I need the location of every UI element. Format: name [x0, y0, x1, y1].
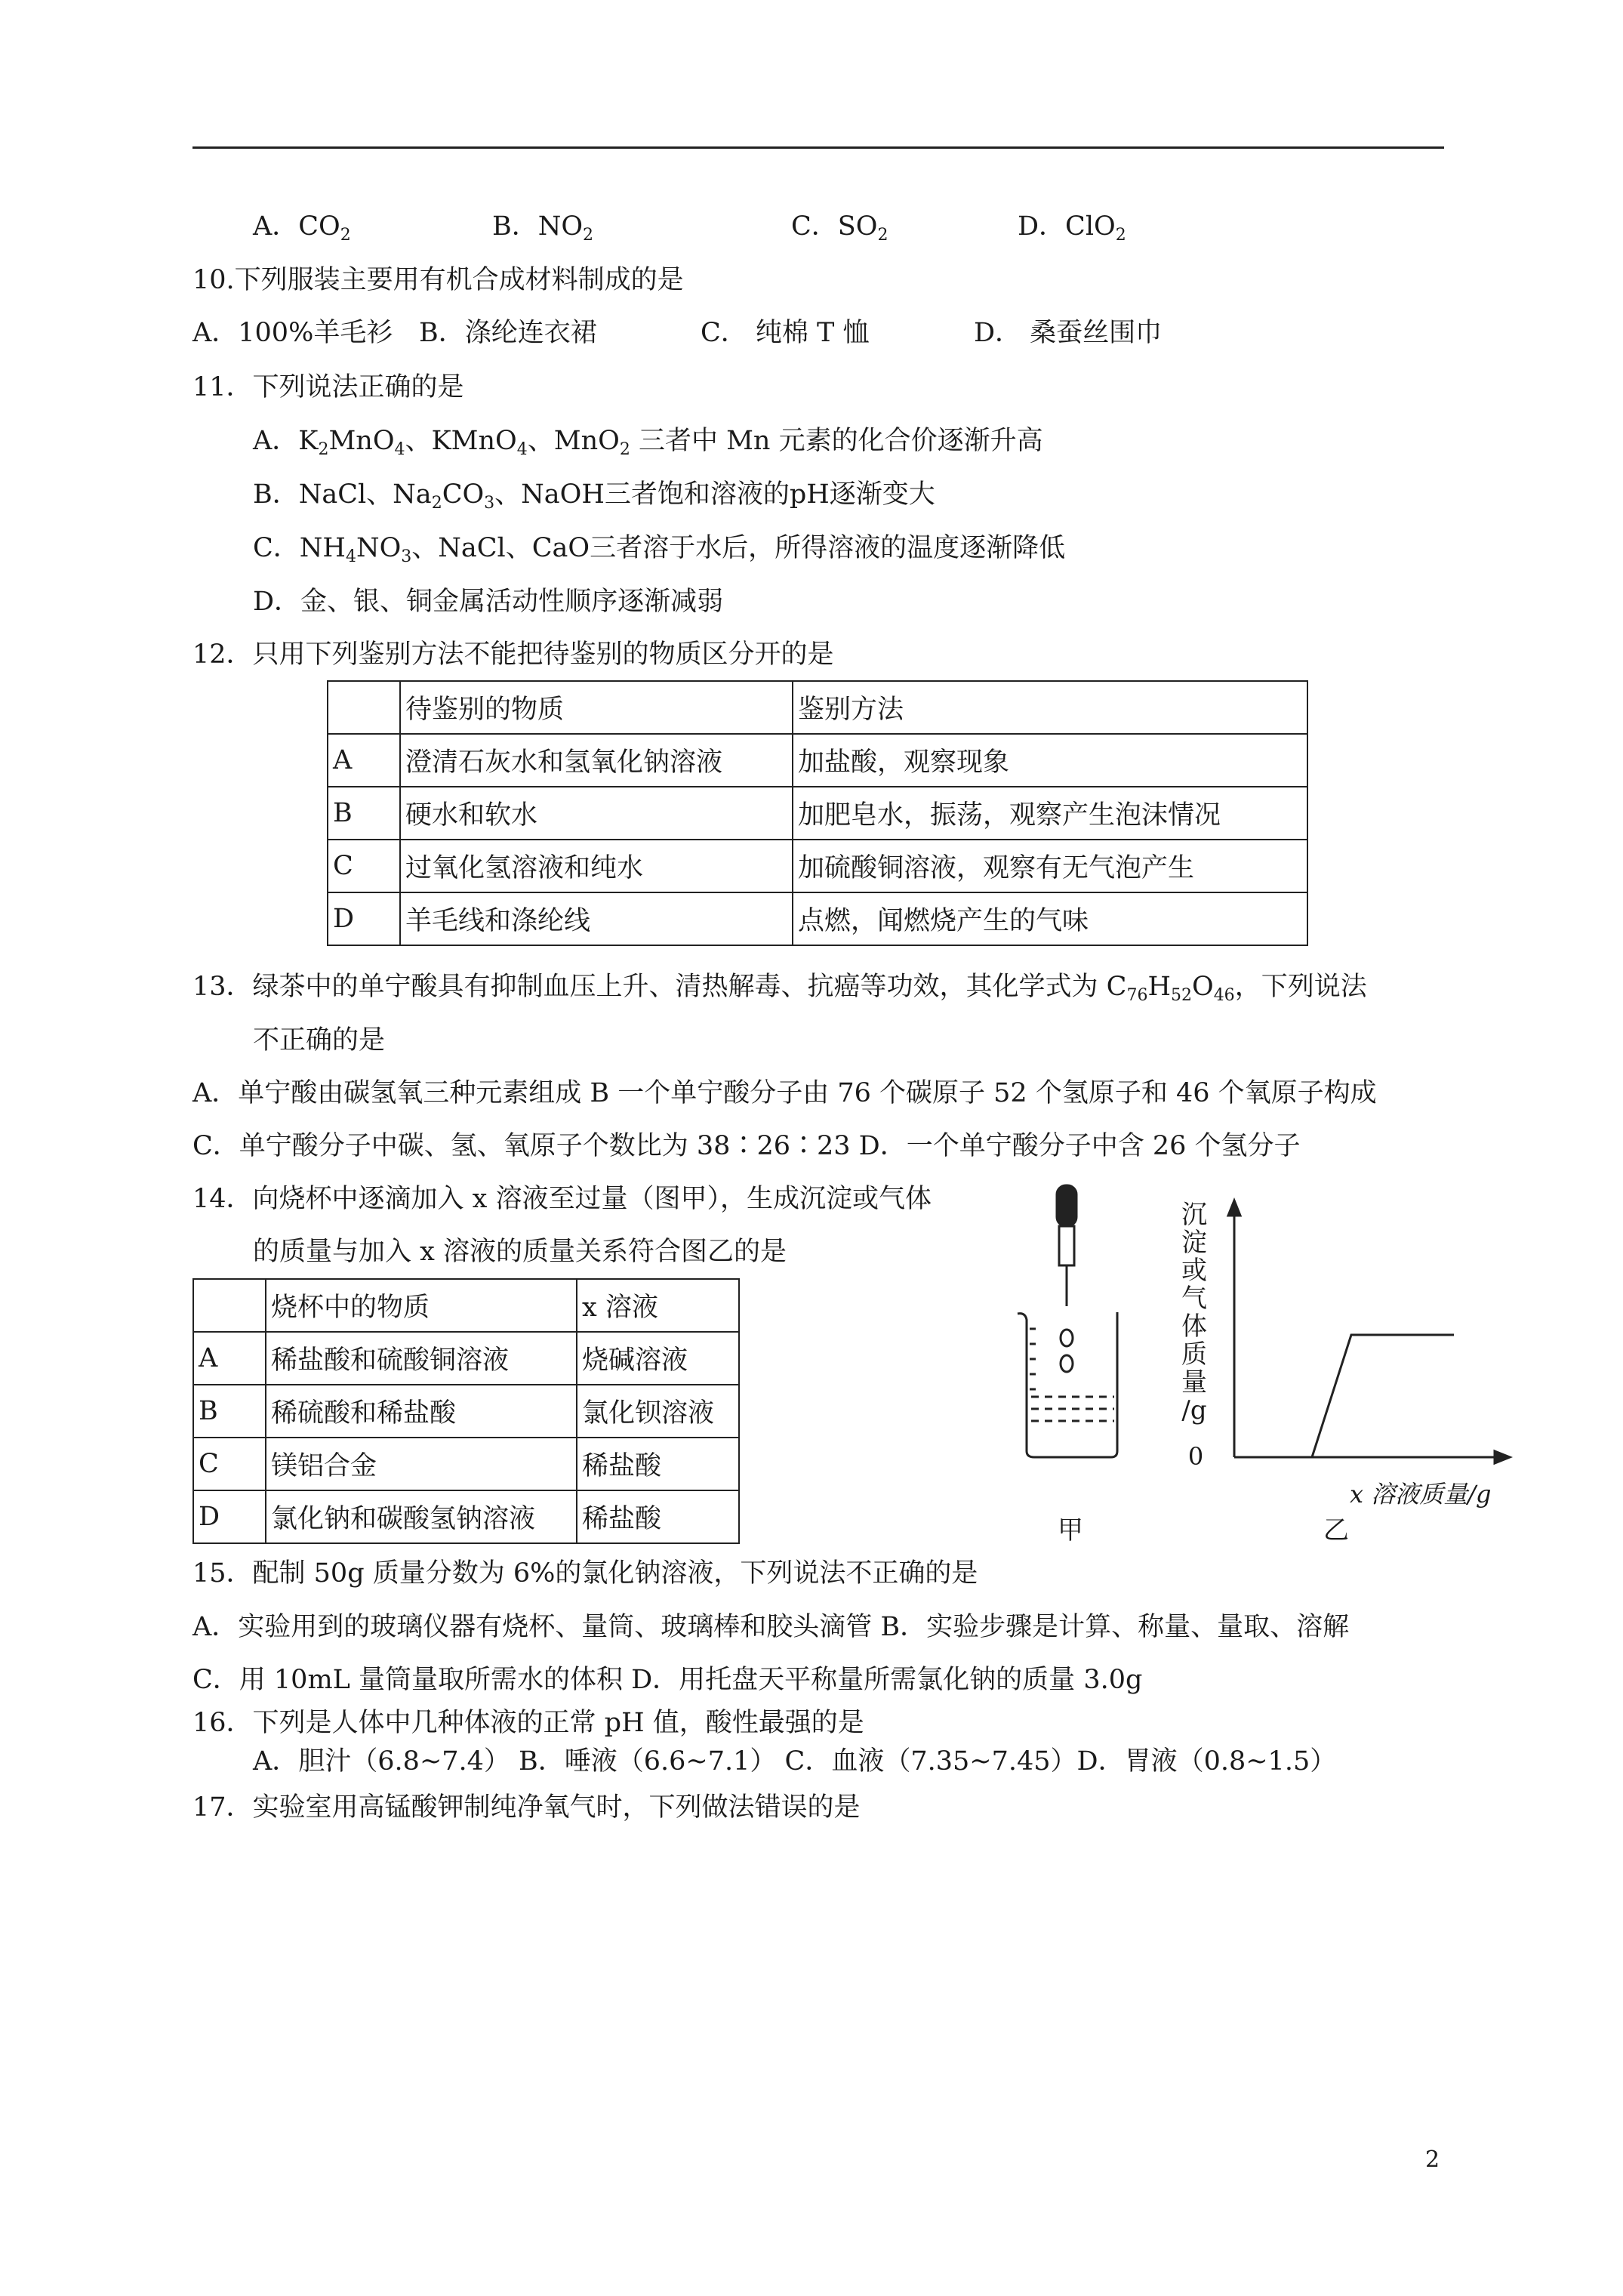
- table-row: [193, 1332, 739, 1385]
- origin-label: 0: [1187, 1442, 1204, 1471]
- table-cell: 镁铝合金: [266, 1438, 577, 1490]
- table-cell: 澄清石灰水和氢氧化钠溶液: [400, 734, 793, 787]
- table-cell: 烧碱溶液: [577, 1332, 739, 1385]
- table-cell: 稀盐酸: [577, 1438, 739, 1490]
- q14-table: [192, 1278, 740, 1544]
- beaker-icon: [1018, 1312, 1117, 1457]
- q11-option-c: C．$NH_4NO_3$、NaCl、CaO三者溶于水后，所得溶液的温度逐渐降低: [253, 533, 1066, 566]
- table-header-cell: 鉴别方法: [793, 681, 1307, 734]
- q9-option-b: B．$NO_2$: [492, 211, 594, 245]
- table-row: [193, 1490, 739, 1543]
- table-row: [328, 787, 1307, 840]
- table-cell: 加肥皂水，振荡，观察产生泡沫情况: [793, 787, 1307, 840]
- table-cell: D: [328, 892, 400, 945]
- table-row: [328, 892, 1307, 945]
- q14-figure: [996, 1170, 1525, 1548]
- q10-option-b: B．涤纶连衣裙: [419, 318, 597, 348]
- table-header-row: [328, 681, 1307, 734]
- table-cell: B: [193, 1385, 266, 1438]
- q16-options: A．胆汁（6.8~7.4） B．唾液（6.6~7.1） C．血液（7.35~7.45）D．胃液（0.8~1.5）: [253, 1746, 1337, 1777]
- y-axis-label-char: 气: [1181, 1284, 1207, 1314]
- y-axis-label-char: 或: [1181, 1256, 1207, 1286]
- figure-caption-right: 乙: [1323, 1515, 1349, 1546]
- q13-stem: 13．绿茶中的单宁酸具有抑制血压上升、清热解毒、抗癌等功效，其化学式为 $C_{76}H_{52}O_{46}$，下列说法: [192, 972, 1367, 1005]
- q16-stem: 16．下列是人体中几种体液的正常 pH 值，酸性最强的是: [192, 1708, 864, 1738]
- table-cell: 点燃，闻燃烧产生的气味: [793, 892, 1307, 945]
- table-header-cell: 待鉴别的物质: [400, 681, 793, 734]
- table-cell: 稀硫酸和稀盐酸: [266, 1385, 577, 1438]
- x-axis-label: x 溶液质量/g: [1350, 1480, 1492, 1509]
- q10-option-c: C． 纯棉 T 恤: [701, 318, 870, 348]
- q13-options-ab: A．单宁酸由碳氢氧三种元素组成 B 一个单宁酸分子由 76 个碳原子 52 个氢原子和 46 个氧原子构成: [192, 1078, 1377, 1108]
- table-row: [328, 734, 1307, 787]
- q10-option-a: A．100%羊毛衫: [192, 318, 393, 348]
- q11-option-d: D．金、银、铜金属活动性顺序逐渐减弱: [253, 587, 724, 617]
- q12-table: [327, 680, 1308, 946]
- y-axis-label-char: 质: [1181, 1339, 1207, 1370]
- table-cell: 羊毛线和涤纶线: [400, 892, 793, 945]
- table-row: [193, 1438, 739, 1490]
- table-cell: D: [193, 1490, 266, 1543]
- table-cell: A: [193, 1332, 266, 1385]
- y-axis-label: [1181, 1200, 1207, 1425]
- q10-option-d: D． 桑蚕丝围巾: [974, 318, 1163, 348]
- q9-option-a: A．$CO_2$: [253, 211, 351, 245]
- table-cell: 加硫酸铜溶液，观察有无气泡产生: [793, 840, 1307, 892]
- table-cell: A: [328, 734, 400, 787]
- q15-options-cd: C．用 10mL 量筒量取所需水的体积 D．用托盘天平称量所需氯化钠的质量 3.0g: [192, 1665, 1143, 1695]
- table-cell: 硬水和软水: [400, 787, 793, 840]
- q11-option-a: A．$K_2MnO_4$、KMnO$_4$、MnO$_2$ 三者中 Mn 元素的化合价逐渐升高: [253, 426, 1043, 459]
- table-cell: 稀盐酸和硫酸铜溶液: [266, 1332, 577, 1385]
- graph-axes: [1228, 1200, 1510, 1463]
- q17-stem: 17．实验室用高锰酸钾制纯净氧气时，下列做法错误的是: [192, 1792, 861, 1823]
- q14-stem-cont: 的质量与加入 x 溶液的质量关系符合图乙的是: [253, 1237, 787, 1267]
- table-header-cell: [328, 681, 400, 734]
- q11-stem: 11．下列说法正确的是: [192, 372, 464, 402]
- q13-stem-cont: 不正确的是: [253, 1025, 386, 1056]
- table-header-row: [193, 1279, 739, 1332]
- table-cell: C: [193, 1438, 266, 1490]
- y-axis-label-char: 沉: [1181, 1200, 1207, 1230]
- table-header-cell: 烧杯中的物质: [266, 1279, 577, 1332]
- header-rule: [192, 146, 1444, 149]
- q15-options-ab: A．实验用到的玻璃仪器有烧杯、量筒、玻璃棒和胶头滴管 B．实验步骤是计算、称量、量取、溶解: [192, 1612, 1350, 1642]
- q11-option-b: B．NaCl、$Na_2CO_3$、NaOH三者饱和溶液的pH逐渐变大: [253, 479, 935, 513]
- q14-stem: 14．向烧杯中逐滴加入 x 溶液至过量（图甲），生成沉淀或气体: [192, 1184, 932, 1214]
- q9-option-c: C．$SO_2$: [791, 211, 888, 245]
- table-row: [328, 840, 1307, 892]
- q15-stem: 15．配制 50g 质量分数为 6%的氯化钠溶液，下列说法不正确的是: [192, 1558, 978, 1589]
- figure-caption-left: 甲: [1058, 1515, 1083, 1546]
- dropper-icon: [1057, 1185, 1076, 1306]
- table-cell: 过氧化氢溶液和纯水: [400, 840, 793, 892]
- y-axis-label-char: 体: [1181, 1311, 1207, 1342]
- q12-stem: 12．只用下列鉴别方法不能把待鉴别的物质区分开的是: [192, 639, 834, 670]
- q13-options-cd: C．单宁酸分子中碳、氢、氧原子个数比为 38∶26∶23 D．一个单宁酸分子中含 26 个氢分子: [192, 1131, 1301, 1161]
- y-axis-label-char: 量: [1181, 1367, 1207, 1398]
- table-cell: 氯化钠和碳酸氢钠溶液: [266, 1490, 577, 1543]
- q9-option-d: D．ClO$_2$: [1018, 211, 1126, 245]
- y-axis-label-char: 淀: [1181, 1228, 1207, 1258]
- table-header-cell: [193, 1279, 266, 1332]
- table-cell: 加盐酸，观察现象: [793, 734, 1307, 787]
- table-cell: B: [328, 787, 400, 840]
- graph-line: [1312, 1335, 1454, 1457]
- page-number: 2: [1425, 2147, 1440, 2173]
- y-axis-label-char: /g: [1181, 1395, 1207, 1425]
- table-cell: 稀盐酸: [577, 1490, 739, 1543]
- q10-stem: 10.下列服装主要用有机合成材料制成的是: [192, 265, 684, 295]
- table-row: [193, 1385, 739, 1438]
- table-cell: 氯化钡溶液: [577, 1385, 739, 1438]
- table-header-cell: x 溶液: [577, 1279, 739, 1332]
- table-cell: C: [328, 840, 400, 892]
